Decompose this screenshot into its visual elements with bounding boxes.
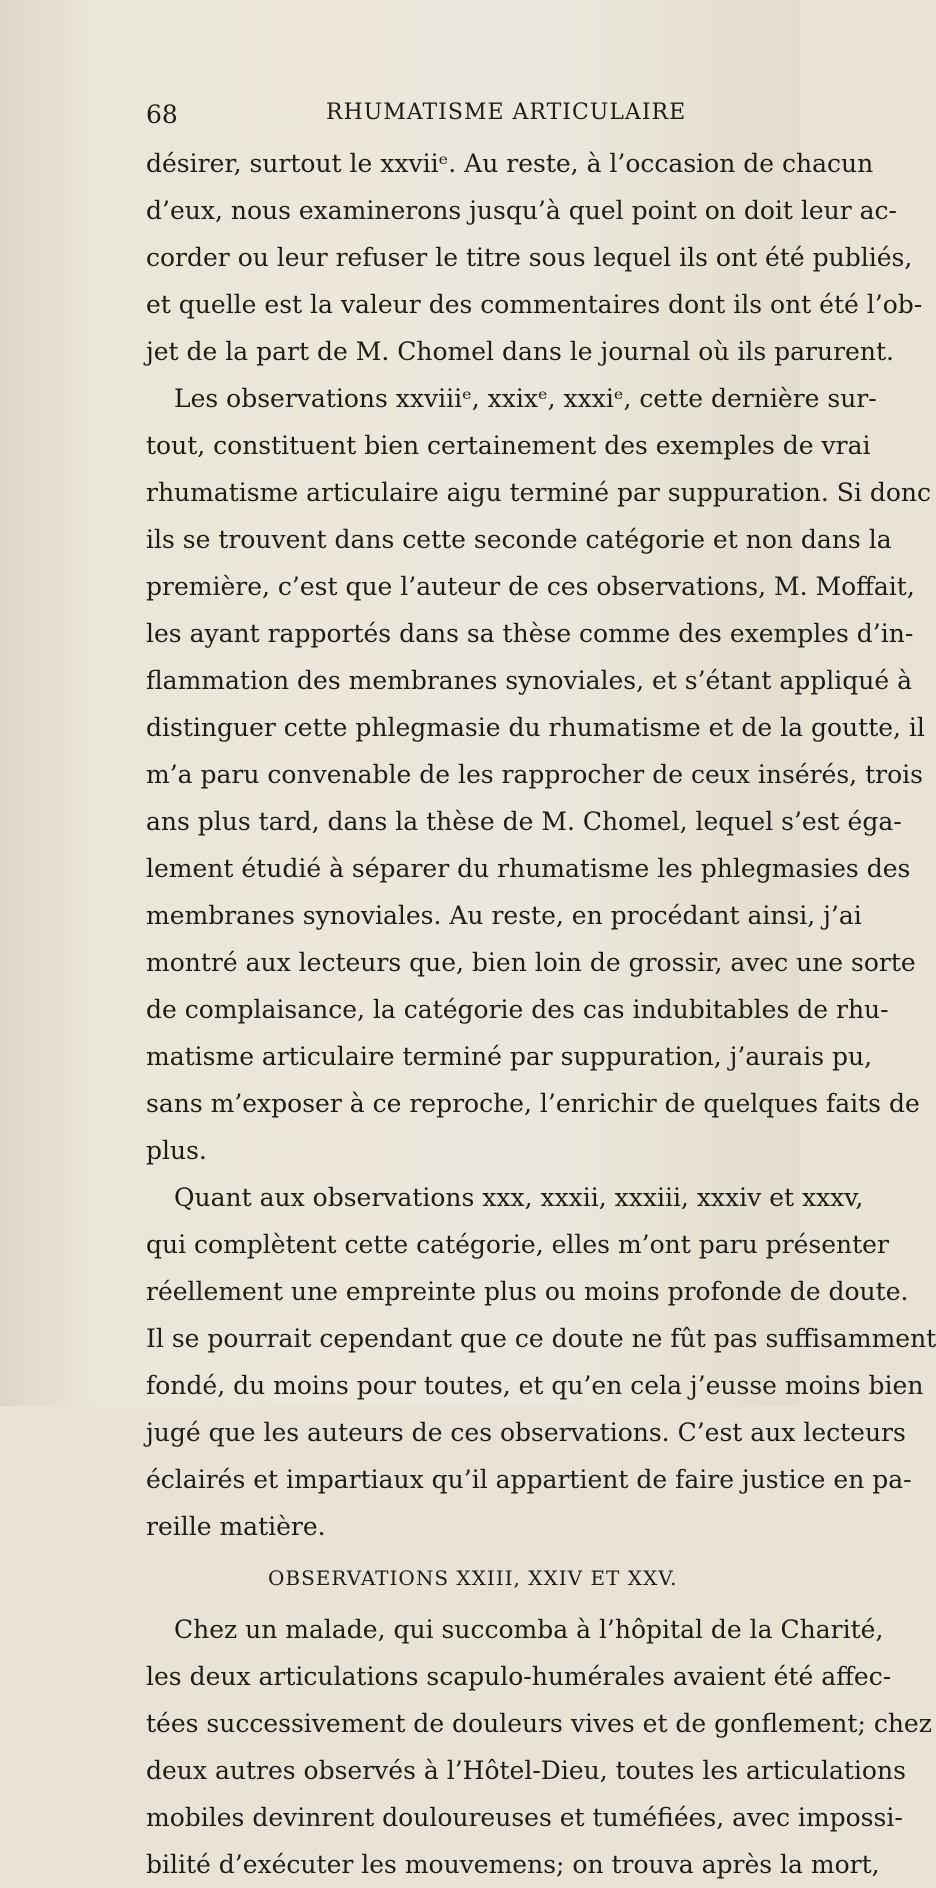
- text-line: distinguer cette phlegmasie du rhumatisme et de la goutte, il: [146, 713, 925, 742]
- text-line: qui complètent cette catégorie, elles m’ont paru présenter: [146, 1230, 889, 1259]
- text-line: éclairés et impartiaux qu’il appartient de faire justice en pa-: [146, 1465, 912, 1494]
- text-line: reille matière.: [146, 1512, 326, 1541]
- text-line: deux autres observés à l’Hôtel-Dieu, toutes les articulations: [146, 1756, 906, 1785]
- text-line: lement étudié à séparer du rhumatisme les phlegmasies des: [146, 854, 911, 883]
- text-line: m’a paru convenable de les rapprocher de ceux insérés, trois: [146, 760, 923, 789]
- text-line: de complaisance, la catégorie des cas indubitables de rhu-: [146, 995, 889, 1024]
- text-line: Chez un malade, qui succomba à l’hôpital de la Charité,: [174, 1615, 884, 1644]
- text-line: tout, constituent bien certainement des exemples de vrai: [146, 431, 871, 460]
- text-line: corder ou leur refuser le titre sous lequel ils ont été publiés,: [146, 243, 913, 272]
- text-line: mobiles devinrent douloureuses et tuméfiées, avec impossi-: [146, 1803, 903, 1832]
- section-title: OBSERVATIONS XXIII, XXIV ET XXV.: [268, 1566, 678, 1590]
- text-line: sans m’exposer à ce reproche, l’enrichir de quelques faits de: [146, 1089, 920, 1118]
- text-line: ans plus tard, dans la thèse de M. Chomel, lequel s’est éga-: [146, 807, 902, 836]
- text-line: matisme articulaire terminé par suppuration, j’aurais pu,: [146, 1042, 873, 1071]
- text-line: montré aux lecteurs que, bien loin de grossir, avec une sorte: [146, 948, 916, 977]
- text-line: flammation des membranes synoviales, et s’étant appliqué à: [146, 666, 913, 695]
- text-line: fondé, du moins pour toutes, et qu’en cela j’eusse moins bien: [146, 1371, 924, 1400]
- text-line: membranes synoviales. Au reste, en procédant ainsi, j’ai: [146, 901, 862, 930]
- text-line: ils se trouvent dans cette seconde catégorie et non dans la: [146, 525, 892, 554]
- text-line: jet de la part de M. Chomel dans le journal où ils parurent.: [146, 337, 894, 366]
- text-line: les deux articulations scapulo-humérales avaient été affec-: [146, 1662, 892, 1691]
- running-title: RHUMATISME ARTICULAIRE: [326, 100, 687, 125]
- text-line: rhumatisme articulaire aigu terminé par suppuration. Si donc: [146, 478, 931, 507]
- text-line: tées successivement de douleurs vives et de gonflement; chez: [146, 1709, 932, 1738]
- page-header: [146, 100, 746, 140]
- text-line: d’eux, nous examinerons jusqu’à quel point on doit leur ac-: [146, 196, 898, 225]
- body-text: [146, 140, 936, 1888]
- text-line: jugé que les auteurs de ces observations. C’est aux lecteurs: [146, 1418, 906, 1447]
- text-line: plus.: [146, 1136, 207, 1165]
- text-line: et quelle est la valeur des commentaires dont ils ont été l’ob-: [146, 290, 923, 319]
- text-line: désirer, surtout le xxviiᵉ. Au reste, à l’occasion de chacun: [146, 149, 874, 178]
- page-number: 68: [146, 100, 178, 129]
- text-line: Les observations xxviiiᵉ, xxixᵉ, xxxiᵉ, cette dernière sur-: [174, 384, 877, 413]
- text-line: Quant aux observations xxx, xxxii, xxxiii, xxxiv et xxxv,: [174, 1183, 864, 1212]
- text-line: les ayant rapportés dans sa thèse comme des exemples d’in-: [146, 619, 914, 648]
- text-line: Il se pourrait cependant que ce doute ne fût pas suffisamment: [146, 1324, 936, 1353]
- text-line: réellement une empreinte plus ou moins profonde de doute.: [146, 1277, 909, 1306]
- text-line: première, c’est que l’auteur de ces observations, M. Moffait,: [146, 572, 915, 601]
- text-line: bilité d’exécuter les mouvemens; on trouva après la mort,: [146, 1850, 880, 1879]
